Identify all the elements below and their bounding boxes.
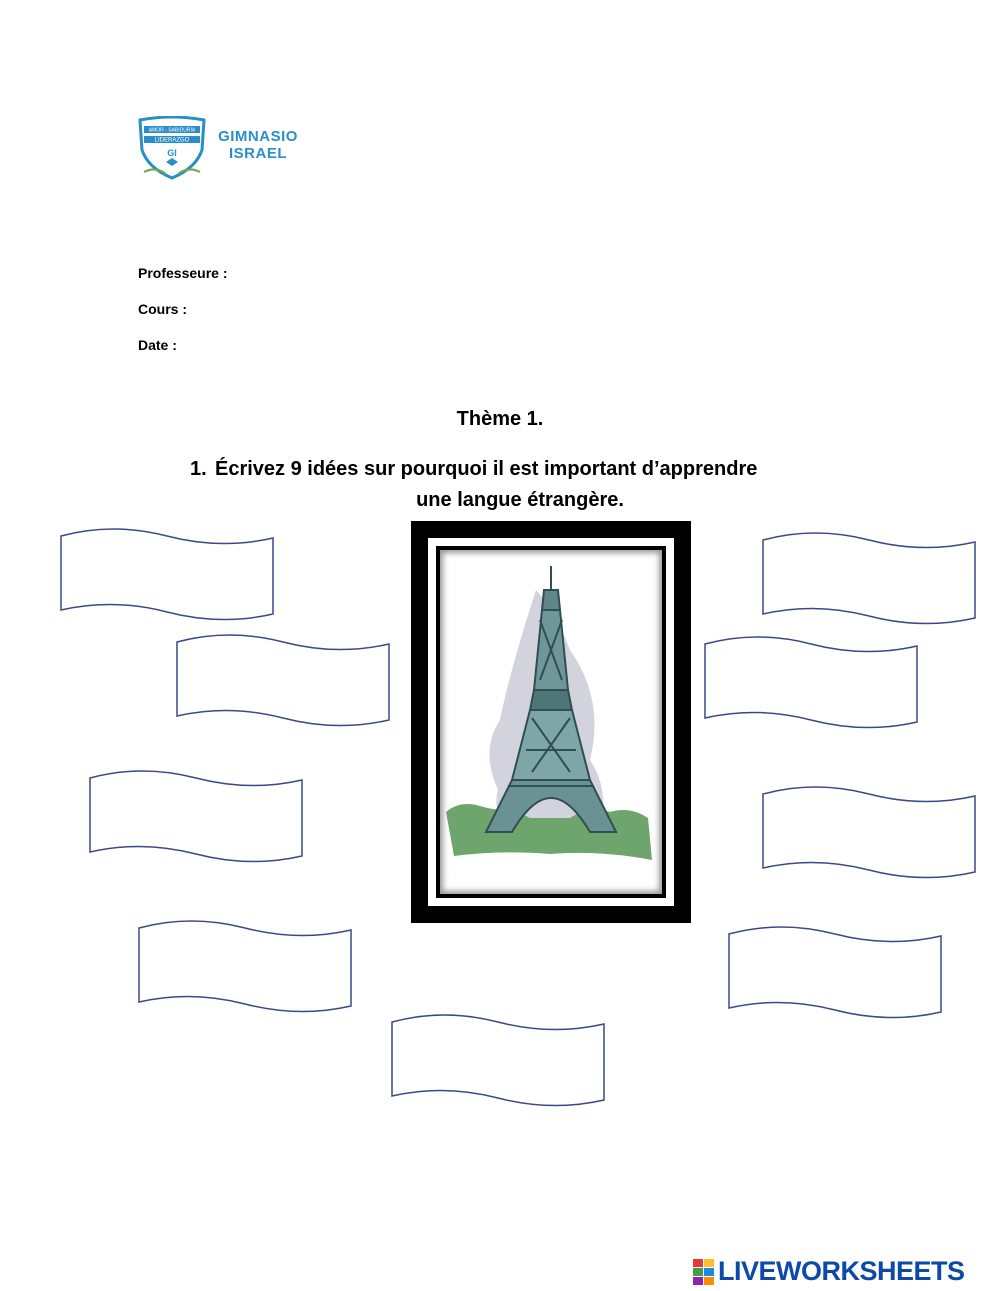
date-label: Date : — [138, 337, 177, 353]
answer-box[interactable] — [702, 636, 920, 732]
teacher-label: Professeure : — [138, 265, 228, 281]
shield-icon — [136, 116, 208, 180]
answer-box[interactable] — [760, 786, 978, 882]
svg-text:AMOR - SABIDURÍA: AMOR - SABIDURÍA — [148, 127, 196, 134]
question-text-line2: une langue étrangère. — [416, 489, 624, 511]
answer-box[interactable] — [136, 920, 354, 1016]
question-number: 1. — [190, 458, 207, 480]
answer-box[interactable] — [174, 634, 392, 730]
eiffel-tower-icon — [440, 550, 662, 894]
liveworksheets-icon — [692, 1258, 716, 1288]
school-name-line1: GIMNASIO — [218, 128, 298, 145]
brand-name: LIVEWORKSHEETS — [718, 1256, 965, 1286]
svg-text:LIDERAZGO: LIDERAZGO — [154, 137, 190, 144]
svg-text:GI: GI — [167, 148, 177, 158]
school-logo — [136, 116, 316, 180]
school-name — [204, 128, 312, 162]
liveworksheets-logo — [692, 1256, 992, 1286]
answer-box[interactable] — [726, 926, 944, 1022]
answer-box[interactable] — [87, 770, 305, 866]
school-name-line2: ISRAEL — [228, 145, 287, 162]
answer-box[interactable] — [58, 528, 276, 624]
answer-box[interactable] — [389, 1014, 607, 1110]
picture-frame — [411, 521, 691, 923]
theme-title: Thème 1. — [456, 408, 544, 430]
answer-box[interactable] — [760, 532, 978, 628]
question-text-line1: Écrivez 9 idées sur pourquoi il est important d’apprendre — [215, 458, 758, 480]
course-label: Cours : — [138, 301, 187, 317]
